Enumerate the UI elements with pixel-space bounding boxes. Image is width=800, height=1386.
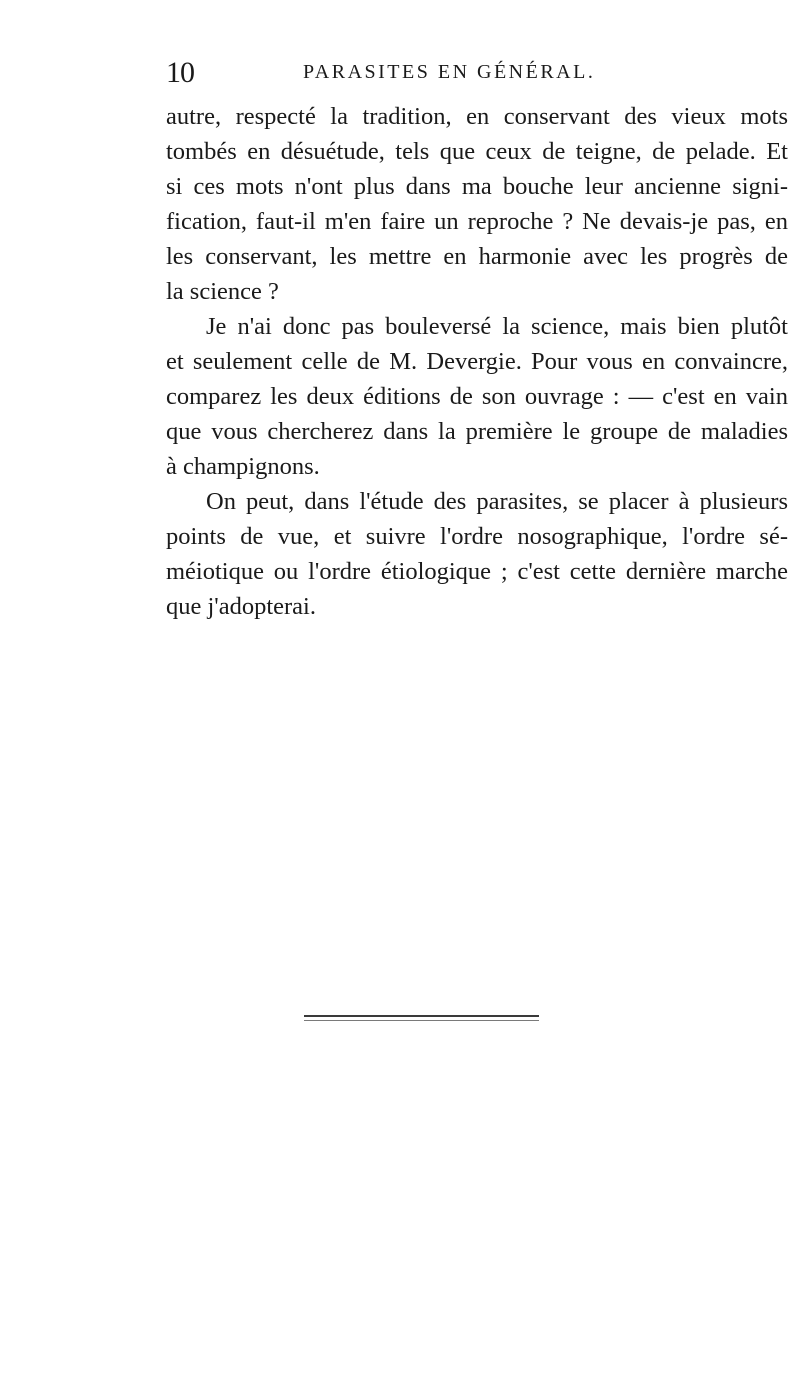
text-line: que j'adopterai. xyxy=(166,593,316,620)
paragraph-3 xyxy=(166,484,788,624)
text-line: les conservant, les mettre en harmonie avec les progrès de xyxy=(166,243,788,270)
paragraph-2 xyxy=(166,309,788,484)
text-line: que vous chercherez dans la première le groupe de maladies xyxy=(166,418,788,445)
text-line: fication, faut-il m'en faire un reproche ? Ne devais-je pas, en xyxy=(166,208,788,235)
text-line: points de vue, et suivre l'ordre nosographique, l'ordre sé- xyxy=(166,523,788,550)
page-number: 10 xyxy=(166,56,194,89)
paragraph-1 xyxy=(166,99,788,309)
text-line: comparez les deux éditions de son ouvrage : — c'est en vain xyxy=(166,383,788,410)
text-line: Je n'ai donc pas bouleversé la science, mais bien plutôt xyxy=(206,313,788,340)
text-line: la science ? xyxy=(166,278,279,305)
text-line: si ces mots n'ont plus dans ma bouche leur ancienne signi- xyxy=(166,173,788,200)
text-line: à champignons. xyxy=(166,453,320,480)
body-text xyxy=(166,99,788,624)
text-line: On peut, dans l'étude des parasites, se placer à plusieurs xyxy=(206,488,788,515)
section-divider-thin xyxy=(304,1020,539,1021)
text-line: autre, respecté la tradition, en conservant des vieux mots xyxy=(166,103,788,130)
section-divider xyxy=(304,1015,539,1017)
text-line: et seulement celle de M. Devergie. Pour vous en convaincre, xyxy=(166,348,788,375)
text-line: tombés en désuétude, tels que ceux de teigne, de pelade. Et xyxy=(166,138,788,165)
running-head: PARASITES EN GÉNÉRAL. xyxy=(303,61,596,83)
text-line: méiotique ou l'ordre étiologique ; c'est cette dernière marche xyxy=(166,558,788,585)
